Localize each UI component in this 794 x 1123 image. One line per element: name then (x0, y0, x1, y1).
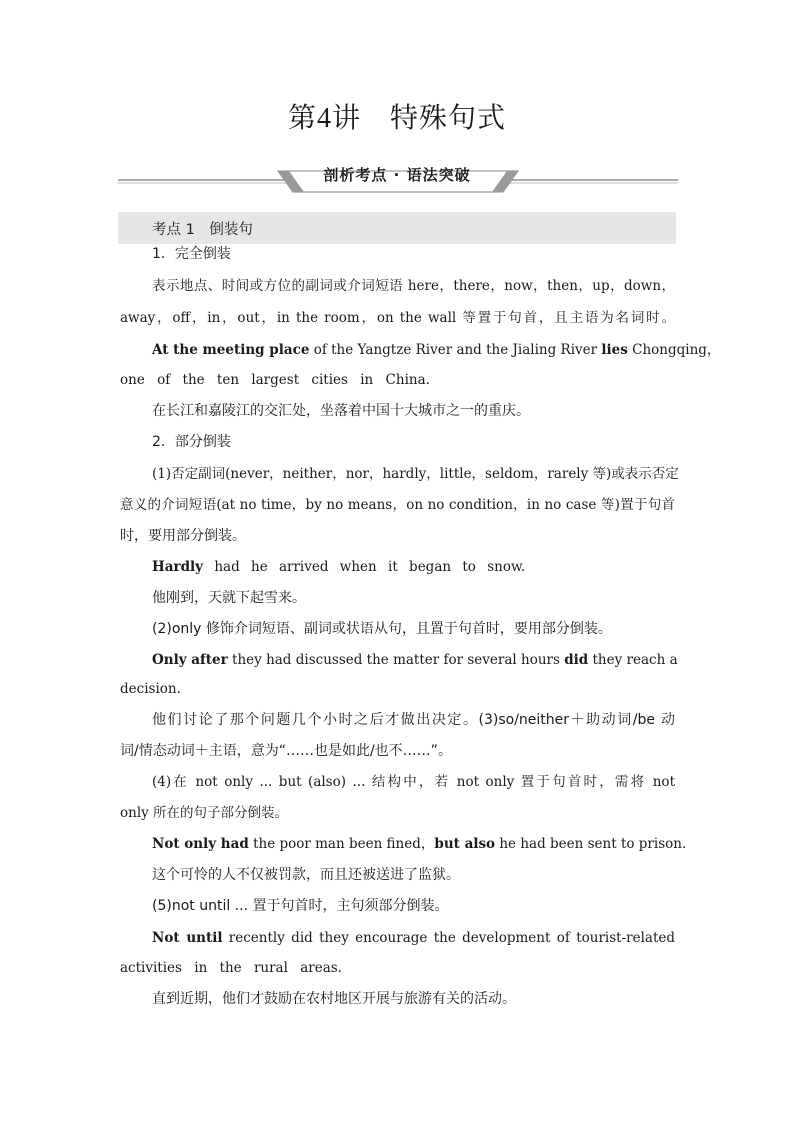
example-translation: 直到近期，他们才鼓励在农村地区开展与旅游有关的活动。 (152, 991, 516, 1007)
emphasis-text: Not until (152, 930, 223, 946)
banner-label: 剖析考点 · 语法突破 (323, 166, 471, 184)
example-text: he had been sent to prison. (495, 836, 687, 852)
example-text: of the Yangtze River and the Jialing River (309, 342, 602, 358)
example-sentence (152, 928, 675, 948)
example-translation: 他们讨论了那个问题几个小时之后才做出决定。(3)so/neither＋助动词/be 动 (152, 712, 675, 728)
example-sentence-cont: activities in the rural areas. (120, 960, 342, 976)
example-sentence (152, 557, 675, 577)
example-sentence-cont: decision. (120, 681, 181, 697)
title-prefix: 第 (287, 101, 317, 134)
heading-full-inversion: 1．完全倒装 (152, 246, 231, 262)
example-text: Chongqing， (627, 342, 721, 358)
emphasis-text: Hardly (152, 559, 204, 575)
example-text: they had discussed the matter for several hours (227, 652, 565, 668)
section-label: 考点 1 倒装句 (152, 222, 253, 238)
paragraph-line: (1)否定副词(never，neither，nor，hardly，little，seldom，rarely 等)或表示否定 (152, 466, 679, 482)
example-sentence-cont: one of the ten largest cities in China. (120, 372, 430, 388)
example-text: had he arrived when it began to snow. (203, 559, 526, 575)
example-text: the poor man been fined， (248, 836, 435, 852)
heading-partial-inversion: 2．部分倒装 (152, 434, 231, 450)
paragraph-line: 意义的介词短语(at no time，by no means，on no condition，in no case 等)置于句首 (120, 497, 675, 513)
section-header (118, 212, 676, 244)
emphasis-text: did (564, 652, 589, 668)
title-suffix: 讲 特殊句式 (332, 101, 507, 134)
paragraph-line: 词/情态动词＋主语，意为“……也是如此/也不……”。 (120, 743, 452, 759)
emphasis-text: Only after (152, 652, 228, 668)
paragraph-line: 时，要用部分倒装。 (120, 528, 246, 544)
example-translation: 在长江和嘉陵江的交汇处，坐落着中国十大城市之一的重庆。 (152, 403, 530, 419)
paragraph-line: only 所在的句子部分倒装。 (120, 805, 289, 821)
paragraph-line: 表示地点、时间或方位的副词或介词短语 here，there，now，then，up，down， (152, 278, 675, 294)
example-translation: 他刚到，天就下起雪来。 (152, 590, 306, 606)
emphasis-text: Not only had (152, 836, 249, 852)
example-sentence (152, 834, 687, 854)
paragraph-line: (5)not until ... 置于句首时，主句须部分倒装。 (152, 898, 449, 914)
example-translation: 这个可怜的人不仅被罚款，而且还被送进了监狱。 (152, 867, 460, 883)
title-number: 4 (317, 103, 332, 134)
emphasis-text: At the meeting place (152, 342, 310, 358)
example-text: recently did they encourage the development of tourist-related (222, 930, 675, 946)
page-title (0, 96, 794, 136)
paragraph-line: (4)在 not only ... but (also) ... 结构中，若 not only 置于句首时，需将 not (152, 774, 675, 790)
paragraph-line: away，off，in，out，in the room，on the wall 等置于句首，且主语为名词时。 (120, 310, 675, 326)
example-text: they reach a (588, 652, 678, 668)
paragraph-line: (2)only 修饰介词短语、副词或状语从句，且置于句首时，要用部分倒装。 (152, 621, 612, 637)
example-sentence (152, 340, 721, 360)
emphasis-text: but also (434, 836, 496, 852)
example-sentence (152, 650, 678, 670)
emphasis-text: lies (601, 342, 628, 358)
